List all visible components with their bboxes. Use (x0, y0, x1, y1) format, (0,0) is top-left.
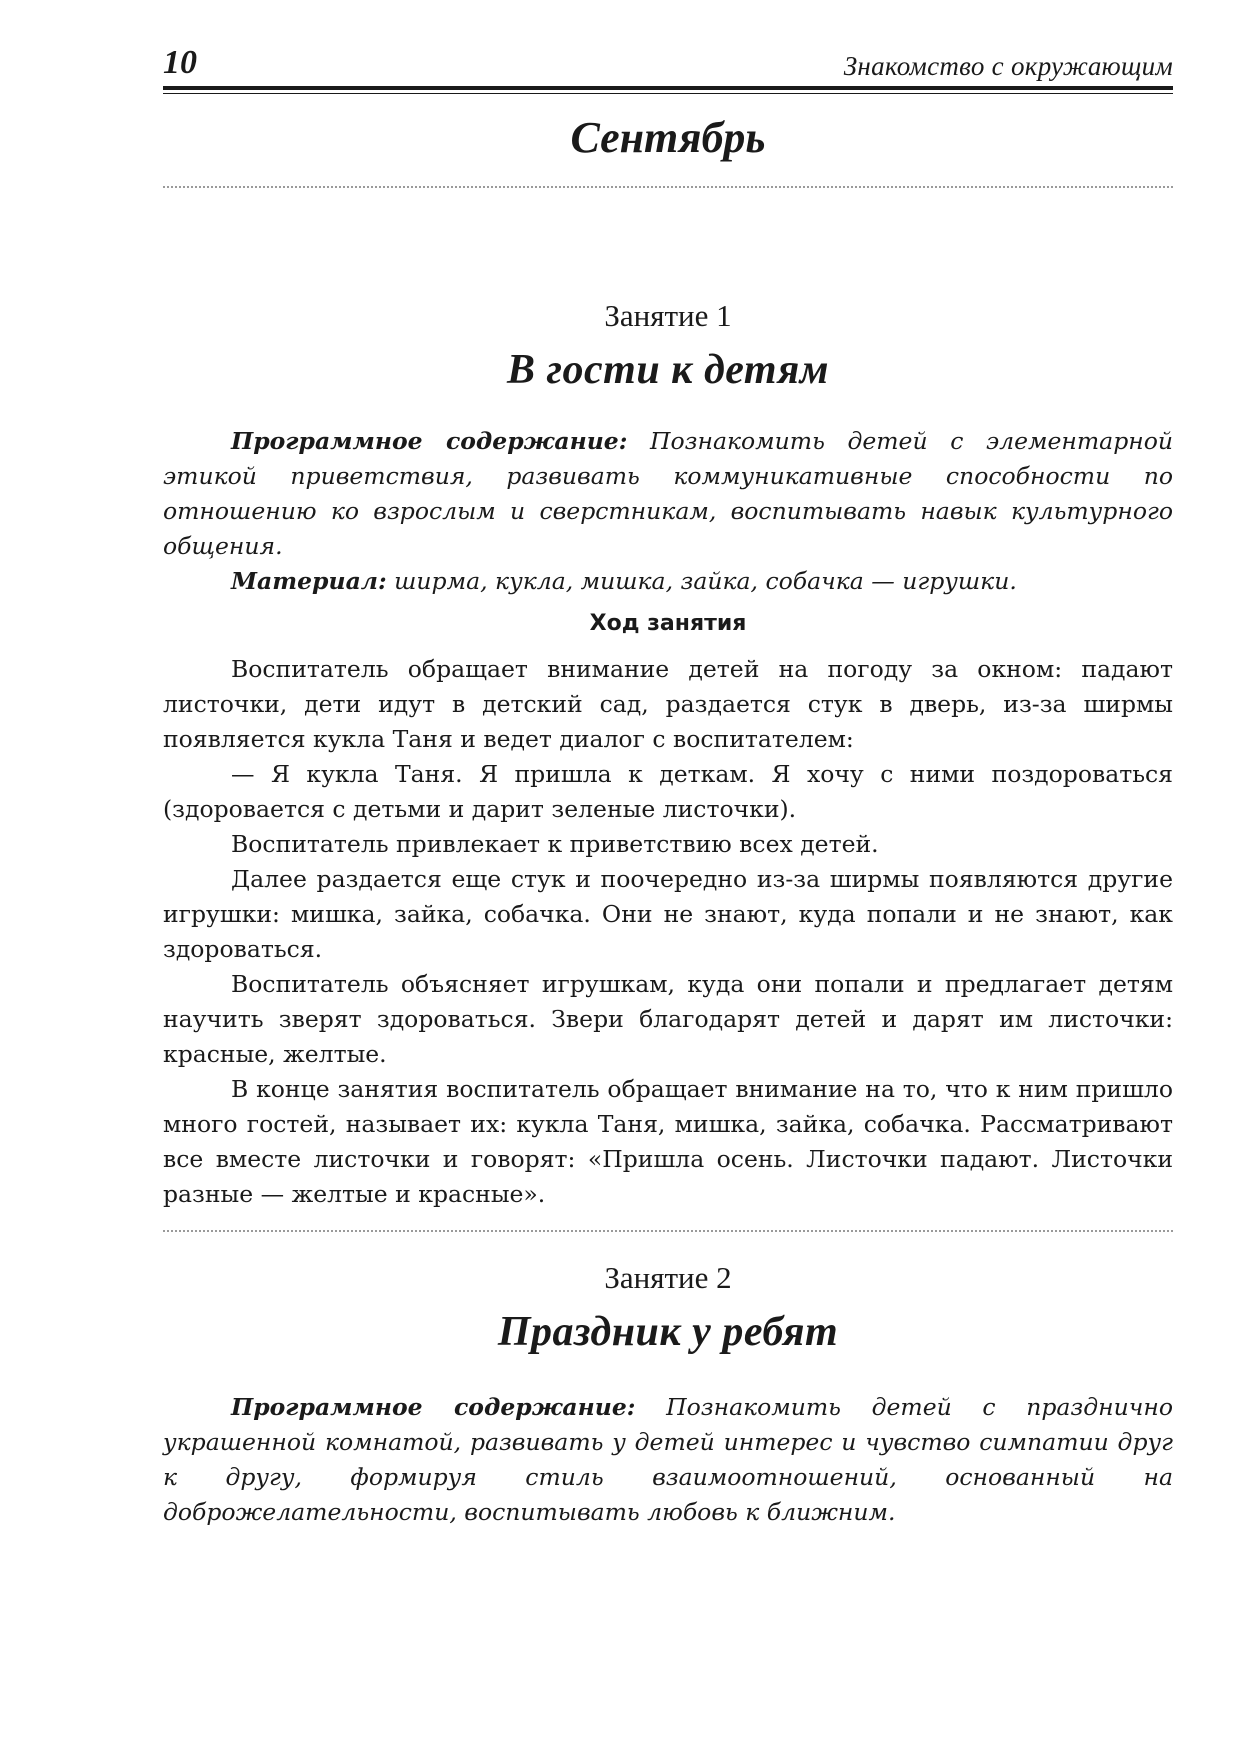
book-page (163, 38, 1173, 1530)
section-title: Знакомство с окружающим (843, 51, 1173, 81)
lesson-2-title: Праздник у ребят (497, 1309, 839, 1355)
lesson-1-title: В гости к детям (507, 347, 829, 393)
lesson-1-program (163, 424, 1173, 564)
running-header (163, 38, 1173, 82)
lesson-1-move-heading: Ход занятия (589, 611, 747, 636)
program-label: Программное содержание: (231, 427, 628, 455)
paragraph: Далее раздается еще стук и поочередно из-за ширмы появляются другие игрушки: мишка, зайка, собачка. Они не знают, куда попали и не знают, как здороваться. (163, 865, 1173, 963)
month-divider (163, 186, 1173, 188)
lesson-2-label: Занятие 2 (604, 1260, 732, 1295)
month-heading: Сентябрь (570, 113, 766, 162)
material-label: Материал: (231, 567, 387, 595)
program-text: Познакомить детей с празднично украшенной комнатой, развивать у детей интерес и чувство симпатии друг к другу, формируя стиль взаимоотношений, основанный на доброжелательности, воспитывать любовь к ближним. (163, 1393, 1173, 1526)
paragraph: Воспитатель объясняет игрушкам, куда они попали и предлагает детям научить зверят здороваться. Звери благодарят детей и дарят им листочки: красные, желтые. (163, 970, 1173, 1068)
page-number: 10 (163, 44, 197, 81)
header-rule-thick (163, 86, 1173, 90)
lesson-1-material (163, 564, 1173, 599)
lesson-2-program (163, 1390, 1173, 1530)
lesson-1-intro (163, 424, 1173, 599)
material-text: ширма, кукла, мишка, зайка, собачка — игрушки. (386, 567, 1017, 595)
lesson-2-intro (163, 1390, 1173, 1530)
paragraph: — Я кукла Таня. Я пришла к деткам. Я хочу с ними поздороваться (здоровается с детьми и дарит зеленые листочки). (163, 760, 1173, 823)
paragraph: Воспитатель обращает внимание детей на погоду за окном: падают листочки, дети идут в детский сад, раздается стук в дверь, из-за ширмы появляется кукла Таня и ведет диалог с воспитателем: (163, 655, 1173, 753)
lesson-1-body (163, 652, 1173, 1212)
paragraph: Воспитатель привлекает к приветствию всех детей. (231, 830, 879, 858)
program-text: Познакомить детей с элементарной этикой приветствия, развивать коммуникативные способности по отношению ко взрослым и сверстникам, воспитывать навык культурного общения. (163, 427, 1173, 560)
lesson-divider (163, 1230, 1173, 1232)
lesson-1-label: Занятие 1 (604, 298, 732, 333)
program-label: Программное содержание: (231, 1393, 636, 1421)
paragraph: В конце занятия воспитатель обращает внимание на то, что к ним пришло много гостей, называет их: кукла Таня, мишка, зайка, собачка. Рассматривают все вместе листочки и говорят: «Пришла осень. Листочки падают. Листочки разные — желтые и красные». (163, 1075, 1173, 1208)
header-rule-thin (163, 93, 1173, 94)
